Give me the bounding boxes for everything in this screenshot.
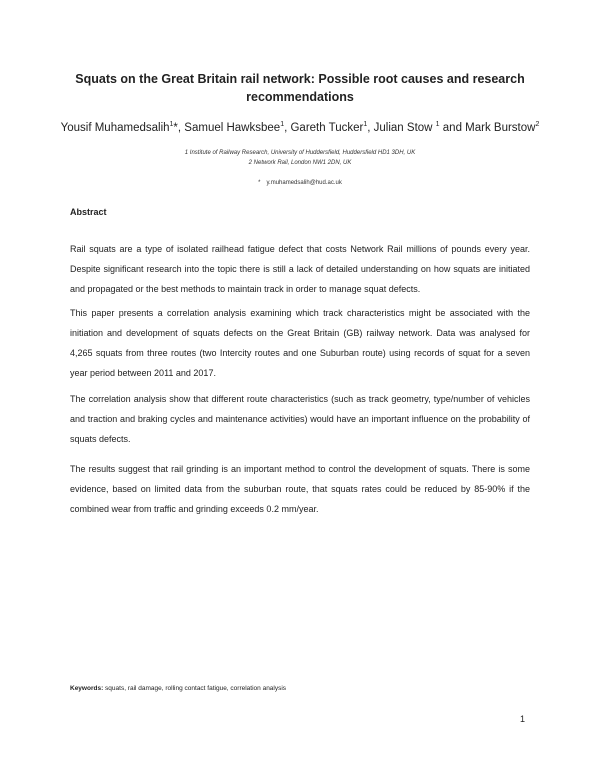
affiliation: 1 Institute of Railway Research, University of Huddersfield, Huddersfield HD1 3DH, UK bbox=[184, 150, 416, 156]
author-name: Julian Stow bbox=[373, 121, 433, 134]
corresponding-author-mark: * bbox=[173, 121, 178, 134]
abstract-paragraph: The results suggest that rail grinding is an important method to control the development of squats. There is some evidence, based on limited data from the suburban route, that squats rates could be reduced by 85-90% if the combined wear from traffic and grinding exceeds 0.2 mm/year. bbox=[70, 464, 530, 514]
author-affiliation-mark: 1 bbox=[435, 121, 440, 128]
abstract-paragraph: Rail squats are a type of isolated railhead fatigue defect that costs Network Rail millions of pounds every year. Despite significant research into the topic there is still a lack of detailed understanding on how squats are initiated and propagated or the best methods to maintain track in order to manage squat defects. bbox=[70, 244, 530, 294]
abstract-paragraph: This paper presents a correlation analysis examining which track characteristics might be associated with the initiation and development of squats defects on the Great Britain (GB) railway network. Data was analysed for 4,265 squats from three routes (two Intercity routes and one Suburban route) using records of squat for a seven year period between 2011 and 2017. bbox=[70, 308, 530, 378]
author-name: Samuel Hawksbee bbox=[184, 121, 281, 134]
author-name: Gareth Tucker bbox=[290, 121, 364, 134]
author-name: Mark Burstow bbox=[465, 121, 536, 134]
keywords-label: Keywords: bbox=[70, 685, 104, 692]
author-affiliation-mark: 1 bbox=[169, 121, 174, 128]
author-list: Yousif Muhamedsalih$^1$*, Samuel Hawksbee$^1$, Gareth Tucker$^1$, Julian Stow $^1$ and Mark Burstow$^2$ bbox=[60, 121, 540, 134]
email-address[interactable]: y.muhamedsalih@hud.ac.uk bbox=[266, 180, 342, 186]
contact-email bbox=[60, 180, 540, 186]
keywords-list: squats, rail damage, rolling contact fatigue, correlation analysis bbox=[105, 685, 287, 692]
author-affiliation-mark: 2 bbox=[535, 121, 540, 128]
abstract-paragraph: The correlation analysis show that different route characteristics (such as track geometry, type/number of vehicles and traction and braking cycles and maintenance activities) would have an important influence on the probability of squats defects. bbox=[70, 394, 530, 444]
affiliation: 2 Network Rail, London NW1 2DN, UK bbox=[248, 160, 352, 166]
author-affiliation-mark: 1 bbox=[280, 121, 285, 128]
email-bullet: * bbox=[258, 180, 261, 186]
keywords-line bbox=[70, 685, 286, 692]
page-number: 1 bbox=[520, 714, 526, 724]
paper-title: Squats on the Great Britain rail network: Possible root causes and research recommendations bbox=[75, 72, 525, 104]
author-name: Yousif Muhamedsalih bbox=[60, 121, 170, 134]
author-affiliation-mark: 1 bbox=[363, 121, 368, 128]
abstract-heading: Abstract bbox=[70, 207, 107, 217]
